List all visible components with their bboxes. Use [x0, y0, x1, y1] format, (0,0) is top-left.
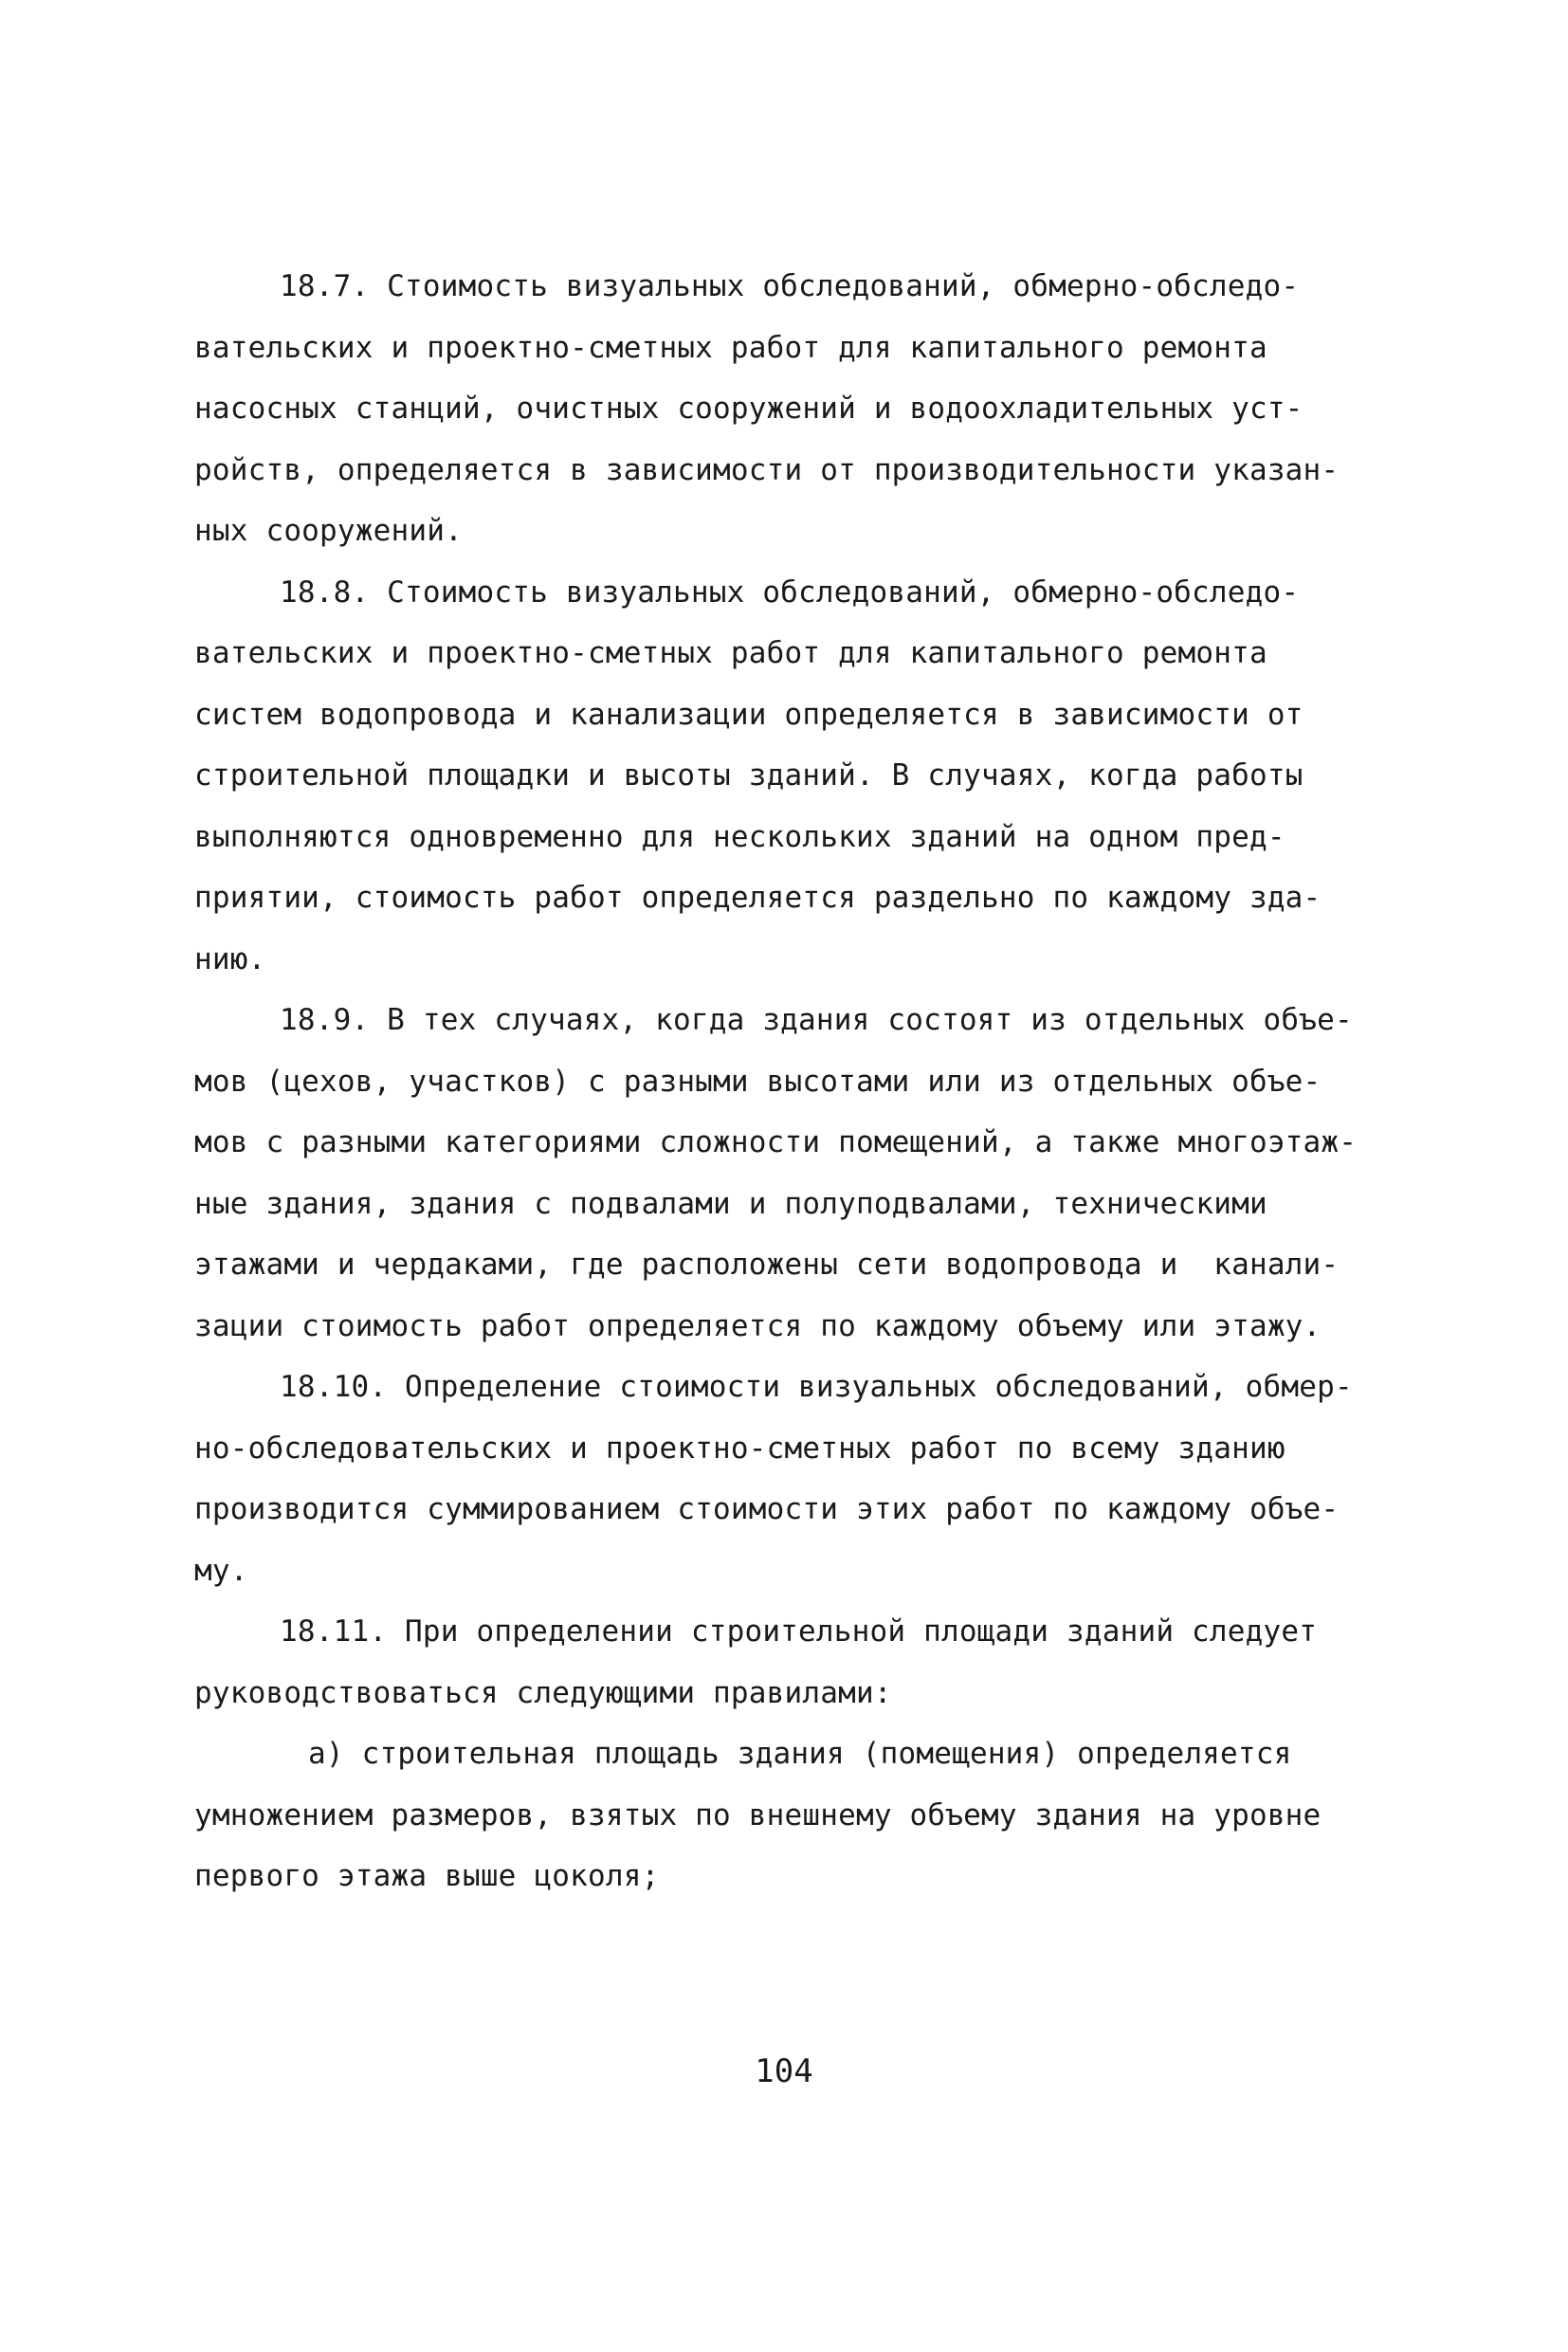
item-a-line-3: первого этажа выше цоколя; [194, 1859, 660, 1893]
paragraph-18-9-line-6: зации стоимость работ определяется по каждому объему или этажу. [194, 1308, 1322, 1343]
paragraph-18-7-line-5: ных сооружений. [194, 514, 463, 548]
paragraph-18-9-line-2: мов (цехов, участков) с разными высотами или из отдельных объе- [194, 1064, 1322, 1099]
paragraph-18-7-line-4: ройств, определяется в зависимости от производительности указан- [194, 452, 1340, 487]
paragraph-18-10-line-4: му. [194, 1553, 248, 1588]
paragraph-18-9-line-5: этажами и чердаками, где расположены сети водопровода и канали- [194, 1248, 1340, 1282]
paragraph-18-7-line-3: насосных станций, очистных сооружений и водоохладительных уст- [194, 392, 1304, 426]
paragraph-18-11-line-2: руководствоваться следующими правилами: [194, 1675, 892, 1710]
paragraph-18-8-line-6: приятии, стоимость работ определяется раздельно по каждому зда- [194, 881, 1322, 915]
paragraph-18-10-line-3: производится суммированием стоимости этих работ по каждому объе- [194, 1492, 1340, 1526]
item-a-line-1: а) строительная площадь здания (помещения) определяется [308, 1737, 1292, 1771]
paragraph-18-8-line-7: нию. [194, 941, 266, 976]
paragraph-18-8-line-4: строительной площадки и высоты зданий. В случаях, когда работы [194, 758, 1304, 793]
body-text [194, 256, 1417, 1907]
paragraph-18-7-line-1: 18.7. Стоимость визуальных обследований, обмерно-обследо- [280, 269, 1300, 303]
paragraph-18-8-line-1: 18.8. Стоимость визуальных обследований, обмерно-обследо- [280, 574, 1300, 610]
paragraph-18-8-line-3: систем водопровода и канализации определяется в зависимости от [194, 697, 1304, 732]
paragraph-18-7-line-2: вательских и проектно-сметных работ для капитального ремонта [194, 330, 1267, 365]
paragraph-18-9-line-4: ные здания, здания с подвалами и полуподвалами, техническими [194, 1186, 1267, 1221]
paragraph-18-9-line-1: 18.9. В тех случаях, когда здания состоят из отдельных объе- [280, 1003, 1353, 1037]
page-number: 104 [755, 2052, 813, 2090]
paragraph-18-8-line-5: выполняются одновременно для нескольких зданий на одном пред- [194, 819, 1285, 854]
paragraph-18-9-line-3: мов с разными категориями сложности помещений, а также многоэтаж- [194, 1125, 1358, 1159]
item-a-line-2: умножением размеров, взятых по внешнему объему здания на уровне [194, 1797, 1322, 1832]
paragraph-18-8-line-2: вательских и проектно-сметных работ для капитального ремонта [194, 636, 1267, 670]
paragraph-18-10-line-2: но-обследовательских и проектно-сметных работ по всему зданию [194, 1431, 1285, 1466]
paragraph-18-11-line-1: 18.11. При определении строительной площади зданий следует [280, 1614, 1318, 1649]
paragraph-18-10-line-1: 18.10. Определение стоимости визуальных обследований, обмер- [280, 1370, 1353, 1404]
